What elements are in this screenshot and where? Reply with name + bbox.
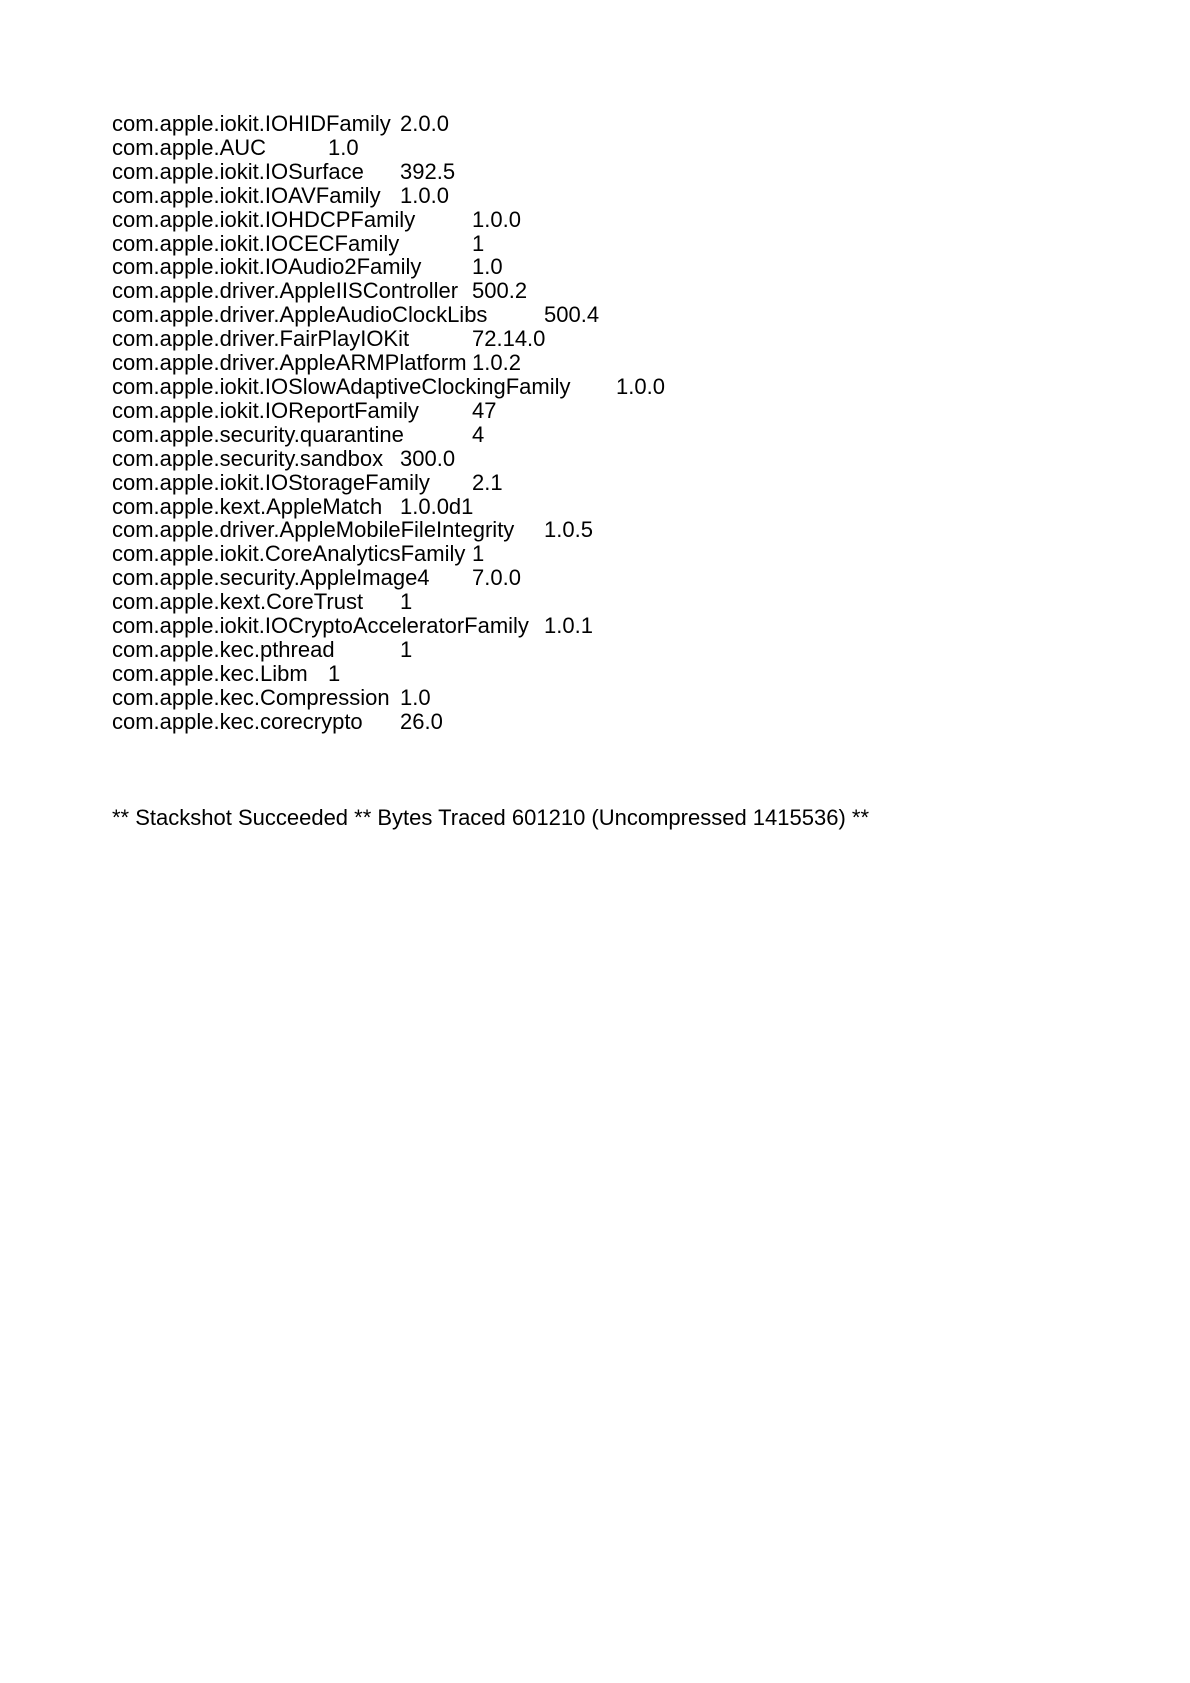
kext-line: com.apple.kec.Libm 1 <box>112 660 341 686</box>
kext-line: com.apple.driver.AppleARMPlatform 1.0.2 <box>112 350 521 376</box>
kext-line: com.apple.security.AppleImage4 7.0.0 <box>112 565 521 591</box>
kext-line: com.apple.iokit.IOHDCPFamily 1.0.0 <box>112 206 521 232</box>
kext-line: com.apple.driver.FairPlayIOKit 72.14.0 <box>112 326 546 352</box>
kext-line: com.apple.kec.Compression 1.0 <box>112 684 431 710</box>
kext-line: com.apple.kext.CoreTrust 1 <box>112 589 413 615</box>
kext-line: com.apple.iokit.IOSlowAdaptiveClockingFamily 1.0.0 <box>112 373 665 399</box>
kext-line: com.apple.iokit.IOStorageFamily 2.1 <box>112 469 503 495</box>
kext-line: com.apple.iokit.IOCECFamily 1 <box>112 230 485 256</box>
kext-line: com.apple.security.sandbox 300.0 <box>112 445 456 471</box>
kext-line: com.apple.iokit.IOCryptoAcceleratorFamily 1.0.1 <box>112 613 593 639</box>
kext-line: com.apple.kec.pthread 1 <box>112 636 413 662</box>
kext-line: com.apple.driver.AppleIISController 500.2 <box>112 278 528 304</box>
kext-line: com.apple.kec.corecrypto 26.0 <box>112 708 443 734</box>
kext-line: com.apple.iokit.IOReportFamily 47 <box>112 397 497 423</box>
kext-version-list <box>112 112 1190 734</box>
kext-line: com.apple.security.quarantine 4 <box>112 421 485 447</box>
kext-line: com.apple.kext.AppleMatch 1.0.0d1 <box>112 493 474 519</box>
kext-line: com.apple.iokit.IOAudio2Family 1.0 <box>112 254 503 280</box>
kext-line: com.apple.iokit.IOHIDFamily 2.0.0 <box>112 111 449 136</box>
document-page <box>0 112 1190 829</box>
kext-line: com.apple.iokit.IOAVFamily 1.0.0 <box>112 182 449 208</box>
stackshot-status-line: ** Stackshot Succeeded ** Bytes Traced 601210 (Uncompressed 1415536) ** <box>112 804 870 830</box>
kext-line: com.apple.driver.AppleAudioClockLibs 500.4 <box>112 302 600 328</box>
kext-line: com.apple.iokit.IOSurface 392.5 <box>112 158 456 184</box>
kext-line: com.apple.driver.AppleMobileFileIntegrity 1.0.5 <box>112 517 593 543</box>
kext-line: com.apple.AUC 1.0 <box>112 134 359 160</box>
kext-line: com.apple.iokit.CoreAnalyticsFamily 1 <box>112 541 485 567</box>
